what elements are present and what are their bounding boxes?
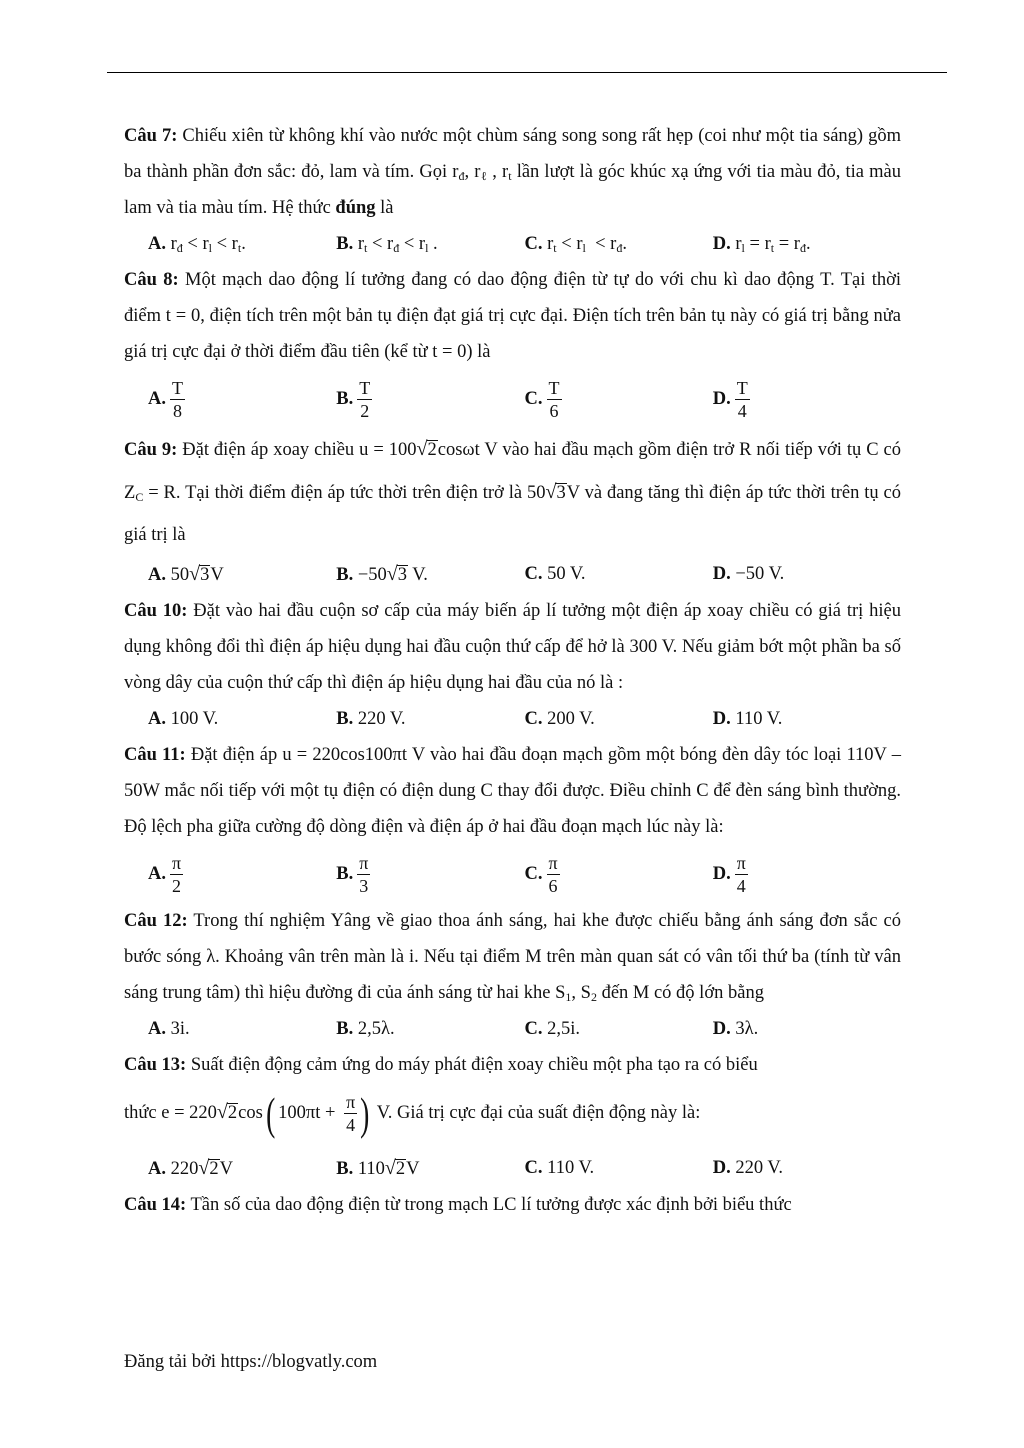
option-a: A. $r_đ < r_l < r_t$. bbox=[148, 234, 246, 255]
header-rule bbox=[107, 72, 947, 73]
option-d: D. 110 V. bbox=[712, 709, 783, 729]
footer-credit: Đăng tải bởi https://blogvatly.com bbox=[124, 1352, 378, 1372]
document-body bbox=[124, 118, 901, 1223]
question-label: Câu 7: bbox=[124, 126, 178, 146]
question-12-options bbox=[124, 1011, 901, 1047]
option-b: B. 220 V. bbox=[336, 709, 406, 729]
option-a: A. 3i. bbox=[148, 1019, 190, 1039]
question-13: Câu 13: Suất điện động cảm ứng do máy phát điện xoay chiều một pha tạo ra có biểu bbox=[124, 1055, 758, 1075]
option-d: D. −50 V. bbox=[712, 564, 785, 584]
option-b: B. 2,5λ. bbox=[336, 1019, 395, 1039]
fraction: $\frac{\pi}{4}$ bbox=[736, 853, 746, 897]
option-b: B. $\frac{T}{2}$ bbox=[336, 378, 371, 422]
option-b: B. $\frac{\pi}{3}$ bbox=[336, 853, 369, 897]
option-c: C. 110 V. bbox=[524, 1158, 595, 1178]
question-label: Câu 8: bbox=[124, 270, 179, 290]
option-c: C. 50 V. bbox=[524, 564, 586, 584]
question-8-options bbox=[124, 370, 901, 428]
question-label: Câu 13: bbox=[124, 1055, 187, 1075]
question-9: Câu 9: Đặt điện áp xoay chiều u = 100√2cosωt V vào hai đầu mạch gồm điện trở R nối tiếp với tụ C có $Z_C = R$. Tại thời điểm điện áp tức thời trên điện trở là 50√3V và đang tăng thì điện áp tức thời trên tụ có giá trị là bbox=[124, 438, 901, 545]
fraction: $\frac{\pi}{4}$ bbox=[346, 1092, 356, 1136]
question-7-options bbox=[124, 226, 901, 262]
fraction: $\frac{T}{8}$ bbox=[172, 378, 183, 422]
fraction: $\frac{T}{6}$ bbox=[548, 378, 560, 422]
question-12: Câu 12: Trong thí nghiệm Yâng về giao thoa ánh sáng, hai khe được chiếu bằng ánh sáng đơn sắc có bước sóng λ. Khoảng vân trên màn là i. Nếu tại điểm M trên màn quan sát có vân tối thứ ba (tính từ vân sáng trung tâm) thì hiệu đường đi của ánh sáng từ hai khe $S_1$, $S_2$ đến M có độ lớn bằng bbox=[124, 911, 901, 1004]
option-c: C. $r_t < r_l < r_đ$. bbox=[524, 234, 627, 255]
option-d: D. $\frac{T}{4}$ bbox=[712, 378, 748, 422]
question-11-options bbox=[124, 845, 901, 903]
question-13-options bbox=[124, 1150, 901, 1187]
question-10: Câu 10: Đặt vào hai đầu cuộn sơ cấp của máy biến áp lí tưởng một điện áp xoay chiều có giá trị hiệu dụng không đổi thì điện áp hiệu dụng hai đầu cuộn thứ cấp để hở là 300 V. Nếu giảm bớt một phần ba số vòng dây của cuộn thứ cấp thì điện áp hiệu dụng hai đầu của nó là : bbox=[124, 601, 901, 693]
option-a: A. 50√3V bbox=[148, 563, 224, 585]
option-c: C. 200 V. bbox=[524, 709, 595, 729]
option-a: A. 220√2V bbox=[148, 1157, 233, 1179]
question-8: Câu 8: Một mạch dao động lí tưởng đang có dao động điện từ tự do với chu kì dao động T. Tại thời điểm t = 0, điện tích trên một bản tụ điện đạt giá trị cực đại. Điện tích trên bản tụ này có giá trị bằng nửa giá trị cực đại ở thời điểm đầu tiên (kể từ t = 0) là bbox=[124, 270, 902, 362]
question-11: Câu 11: Đặt điện áp u = 220cos100πt V vào hai đầu đoạn mạch gồm một bóng đèn dây tóc loại 110V – 50W mắc nối tiếp với một tụ điện có điện dung C thay đổi được. Điều chỉnh C để đèn sáng bình thường. Độ lệch pha giữa cường độ dòng điện và điện áp ở hai đầu đoạn mạch lúc này là: bbox=[124, 745, 901, 837]
question-13-formula: thức e = 220√2cos( 100πt + $\frac{\pi}{4}$ ) V. Giá trị cực đại của suất điện động này là: bbox=[124, 1087, 701, 1139]
option-d: D. $\frac{\pi}{4}$ bbox=[712, 853, 746, 897]
question-label: Câu 12: bbox=[124, 911, 188, 931]
option-b: B. 110√2V bbox=[336, 1157, 420, 1179]
fraction: $\frac{\pi}{6}$ bbox=[548, 853, 558, 897]
question-10-options bbox=[124, 701, 901, 737]
question-label: Câu 9: bbox=[124, 440, 178, 460]
question-label: Câu 10: bbox=[124, 601, 188, 621]
question-14: Câu 14: Tần số của dao động điện từ trong mạch LC lí tưởng được xác định bởi biểu thức bbox=[124, 1195, 792, 1215]
fraction: $\frac{\pi}{2}$ bbox=[172, 853, 182, 897]
fraction: $\frac{\pi}{3}$ bbox=[359, 853, 369, 897]
option-a: A. $\frac{\pi}{2}$ bbox=[148, 853, 182, 897]
option-d: D. $r_l = r_t = r_đ$. bbox=[712, 234, 811, 255]
option-c: C. $\frac{\pi}{6}$ bbox=[524, 853, 558, 897]
option-b: B. $r_t < r_đ < r_l$ . bbox=[336, 234, 438, 255]
question-label: Câu 14: bbox=[124, 1195, 187, 1215]
option-c: C. $\frac{T}{6}$ bbox=[524, 378, 560, 422]
question-9-options bbox=[124, 556, 901, 593]
option-a: A. $\frac{T}{8}$ bbox=[148, 378, 183, 422]
question-label: Câu 11: bbox=[124, 745, 186, 765]
option-c: C. 2,5i. bbox=[524, 1019, 581, 1039]
option-d: D. 3λ. bbox=[712, 1019, 759, 1039]
fraction: $\frac{T}{4}$ bbox=[736, 378, 748, 422]
option-a: A. 100 V. bbox=[148, 709, 219, 729]
question-7: Câu 7: Chiếu xiên từ không khí vào nước một chùm sáng song song rất hẹp (coi như một tia sáng) gồm ba thành phần đơn sắc: đỏ, lam và tím. Gọi $r_đ$, $r_\ell$ , $r_t$ lần lượt là góc khúc xạ ứng với tia màu đỏ, tia màu lam và tia màu tím. Hệ thức đúng là bbox=[124, 126, 902, 218]
option-d: D. 220 V. bbox=[712, 1158, 784, 1178]
fraction: $\frac{T}{2}$ bbox=[359, 378, 371, 422]
option-b: B. −50√3 V. bbox=[336, 563, 428, 585]
